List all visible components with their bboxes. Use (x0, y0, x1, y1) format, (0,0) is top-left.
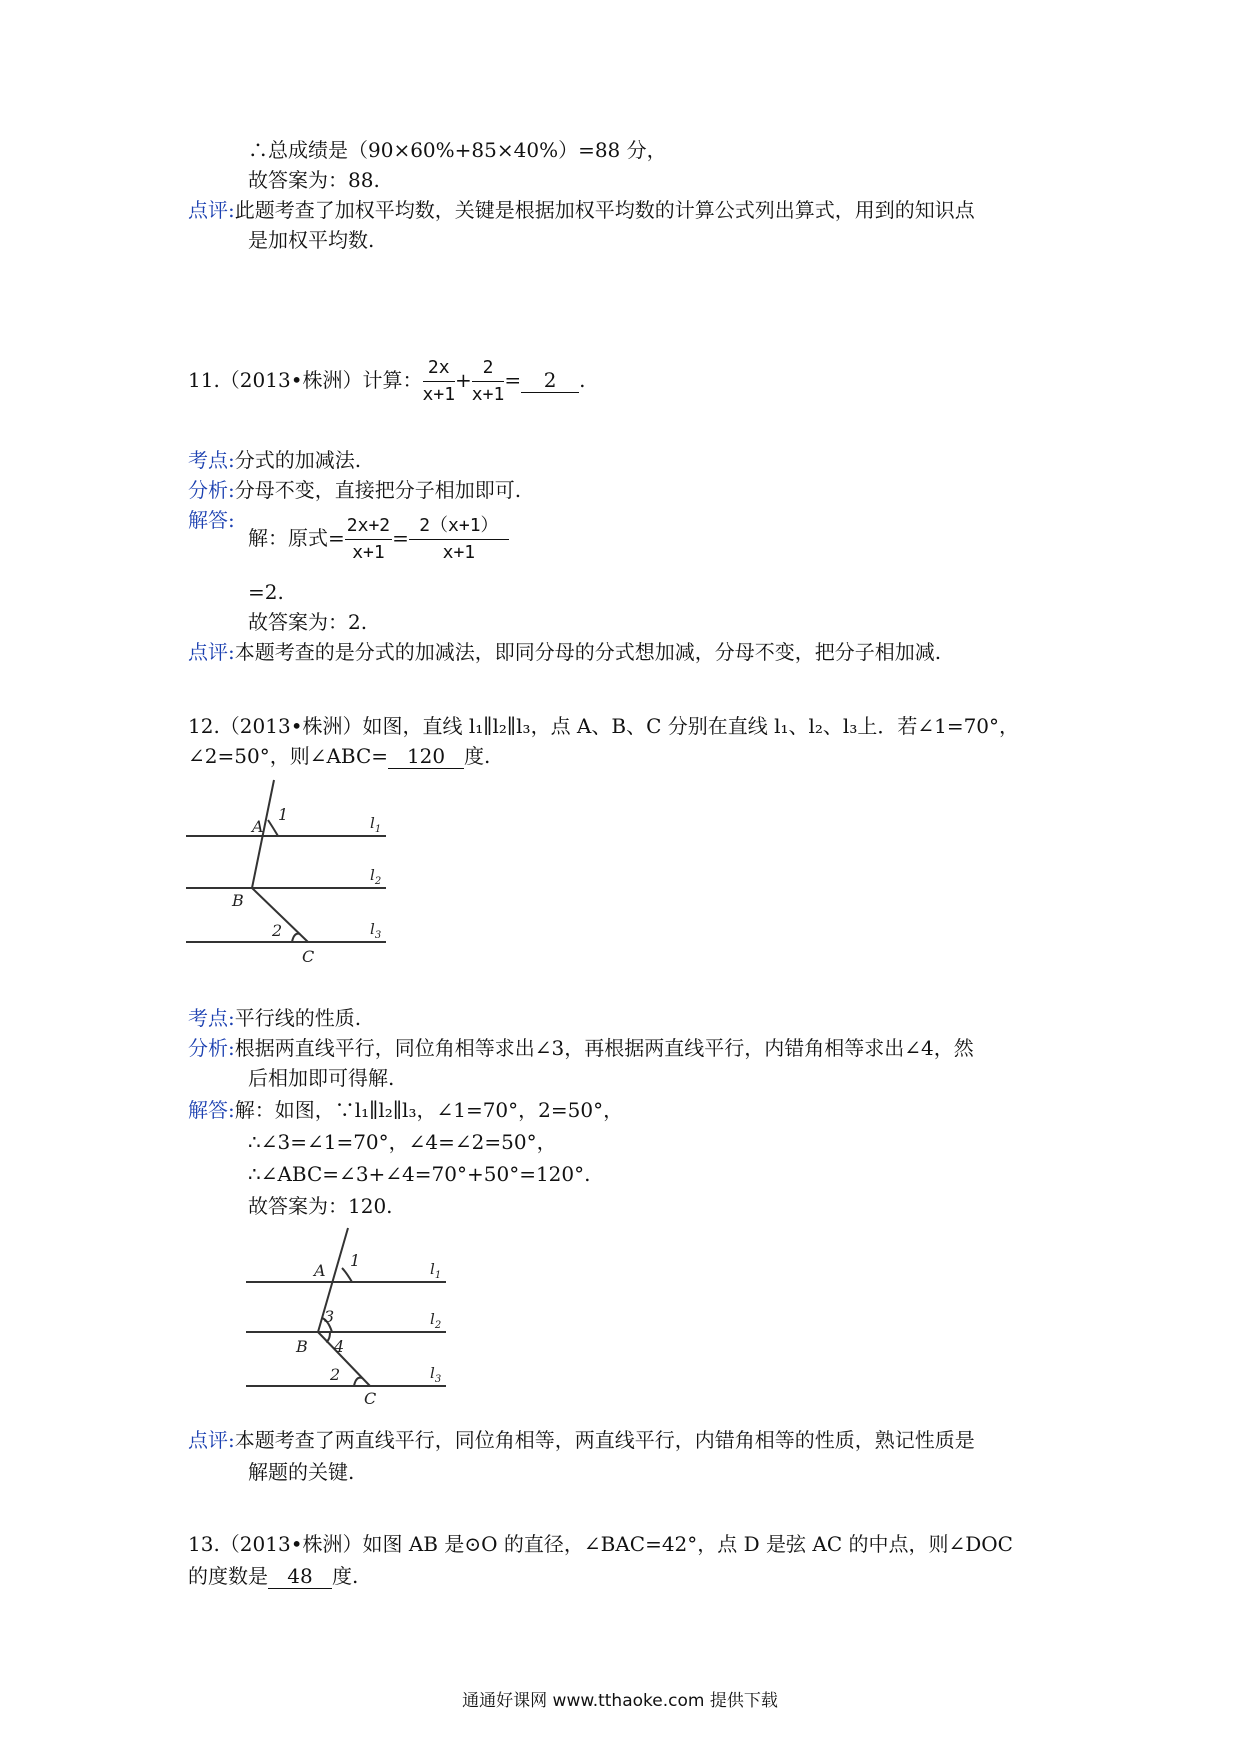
label-l3: $l_3$ (370, 920, 382, 941)
q11-s-fraction-2 (409, 515, 509, 564)
comment-text-2: 是加权平均数. (248, 228, 375, 252)
q11-f2-den: x+1 (471, 384, 505, 405)
q12-sol-1: 解：如图，∵l₁∥l₂∥l₃，∠1=70°，2=50°， (234, 1098, 624, 1122)
q11-answer: 2 (521, 368, 579, 393)
q12-sol-4: 故答案为：120. (248, 1194, 393, 1218)
label-l2: $l_2$ (430, 1310, 442, 1331)
label-angle-4: 4 (334, 1337, 345, 1356)
q11-kaodian-text: 分式的加减法. (234, 448, 362, 472)
q11-stem-text: 11.（2013•株洲）计算： (188, 368, 423, 392)
q12-jieda-label: 解答: (188, 1098, 235, 1122)
label-angle-1: 1 (350, 1251, 361, 1270)
q12-stem-b (188, 742, 490, 770)
label-angle-1: 1 (278, 805, 289, 824)
q11-s1-den: x+1 (352, 542, 385, 563)
label-C: C (302, 947, 315, 966)
q11-fraction-2 (472, 357, 505, 406)
q12-dianping-label: 点评: (188, 1428, 235, 1452)
label-A: A (252, 817, 264, 836)
q12-jieda (188, 1096, 623, 1124)
angle-2-arc (292, 934, 300, 942)
q13-answer: 48 (268, 1564, 332, 1589)
q12-dianping-text-2: 解题的关键. (248, 1460, 355, 1484)
label-angle-2: 2 (330, 1365, 341, 1384)
q11-kaodian-label: 考点: (188, 448, 235, 472)
angle-2-arc (354, 1378, 362, 1386)
q11-fenxi-label: 分析: (188, 478, 235, 502)
q11-s2-den: x+1 (442, 542, 476, 563)
q12-stem-b-pre: ∠2=50°，则∠ABC= (188, 744, 389, 768)
label-l1: $l_1$ (370, 814, 382, 835)
label-angle-2: 2 (272, 921, 283, 940)
label-A: A (314, 1261, 326, 1280)
label-l3: $l_3$ (430, 1364, 442, 1385)
q12-kaodian-text: 平行线的性质. (234, 1006, 362, 1030)
q11-f1-den: x+1 (422, 384, 456, 405)
q11-fenxi-text: 分母不变，直接把分子相加即可. (234, 478, 522, 502)
label-l1: $l_1$ (430, 1260, 442, 1281)
q11-dianping (188, 638, 941, 666)
q12-kaodian-label: 考点: (188, 1006, 235, 1030)
q11-stem (188, 352, 585, 408)
q13-stem-b-pre: 的度数是 (188, 1564, 268, 1588)
q11-f2-num: 2 (472, 357, 505, 382)
q11-s1-num: 2x+2 (345, 515, 392, 540)
q12-solution-figure (246, 1224, 456, 1420)
label-angle-3: 3 (324, 1307, 335, 1326)
q11-s-equals: = (392, 526, 409, 550)
q11-fraction-1 (423, 357, 456, 406)
q11-fenxi (188, 476, 521, 504)
q11-solution (248, 510, 509, 566)
answer-line: 故答案为：88. (248, 168, 380, 192)
angle-4-arc (326, 1332, 330, 1342)
page-footer: 通通好课网 www.tthaoke.com 提供下载 (462, 1691, 778, 1711)
q12-dianping (188, 1426, 975, 1454)
q12-sol-2: ∴∠3=∠1=70°，∠4=∠2=50°， (248, 1130, 557, 1154)
q11-dianping-label: 点评: (188, 640, 235, 664)
q11-jieda-label-text: 解答: (188, 508, 235, 532)
label-B: B (232, 891, 244, 910)
q13-stem-b-post: 度. (332, 1564, 359, 1588)
total-score-line: ∴总成绩是（90×60%+85×40%）=88 分， (248, 138, 667, 162)
q11-kaodian (188, 446, 361, 474)
label-C: C (364, 1389, 377, 1408)
comment-label: 点评: (188, 198, 235, 222)
q12-figure (186, 776, 396, 972)
label-B: B (296, 1337, 308, 1356)
comment-text-1: 此题考查了加权平均数，关键是根据加权平均数的计算公式列出算式，用到的知识点 (234, 198, 975, 222)
q12-fenxi (188, 1034, 974, 1062)
q13-stem-a: 13.（2013•株洲）如图 AB 是⊙O 的直径，∠BAC=42°，点 D 是弦 AC 的中点，则∠DOC (188, 1532, 1013, 1556)
q13-stem-b (188, 1562, 358, 1590)
q12-dianping-text-1: 本题考查了两直线平行，同位角相等，两直线平行，内错角相等的性质，熟记性质是 (234, 1428, 975, 1452)
q11-s2-num: 2（x+1） (409, 515, 509, 540)
q12-stem-a: 12.（2013•株洲）如图，直线 l₁∥l₂∥l₃，点 A、B、C 分别在直线 l₁、l₂、l₃上．若∠1=70°， (188, 714, 1020, 738)
q11-s-fraction-1 (345, 515, 392, 564)
q12-fenxi-label: 分析: (188, 1036, 235, 1060)
angle-1-arc (342, 1268, 352, 1282)
q11-jieda-label (188, 506, 235, 534)
q12-sol-3: ∴∠ABC=∠3+∠4=70°+50°=120°. (248, 1162, 591, 1186)
q12-answer: 120 (388, 744, 464, 769)
q11-plus: + (455, 368, 472, 392)
q11-final: 故答案为：2. (248, 610, 368, 634)
q11-jie: 解：原式= (248, 526, 345, 550)
q11-end: . (579, 368, 586, 392)
q12-kaodian (188, 1004, 361, 1032)
q12-fenxi-text-2: 后相加即可得解. (248, 1066, 395, 1090)
q11-equals: = (504, 368, 522, 392)
q11-step2: =2. (248, 580, 284, 604)
q11-dianping-text: 本题考查的是分式的加减法，即同分母的分式想加减，分母不变，把分子相加减. (234, 640, 942, 664)
q11-f1-num: 2x (423, 357, 456, 382)
q12-fenxi-text-1: 根据两直线平行，同位角相等求出∠3，再根据两直线平行，内错角相等求出∠4，然 (234, 1036, 974, 1060)
angle-1-arc (268, 820, 278, 836)
q12-stem-b-post: 度. (464, 744, 491, 768)
label-l2: $l_2$ (370, 866, 382, 887)
comment-block (188, 196, 975, 224)
